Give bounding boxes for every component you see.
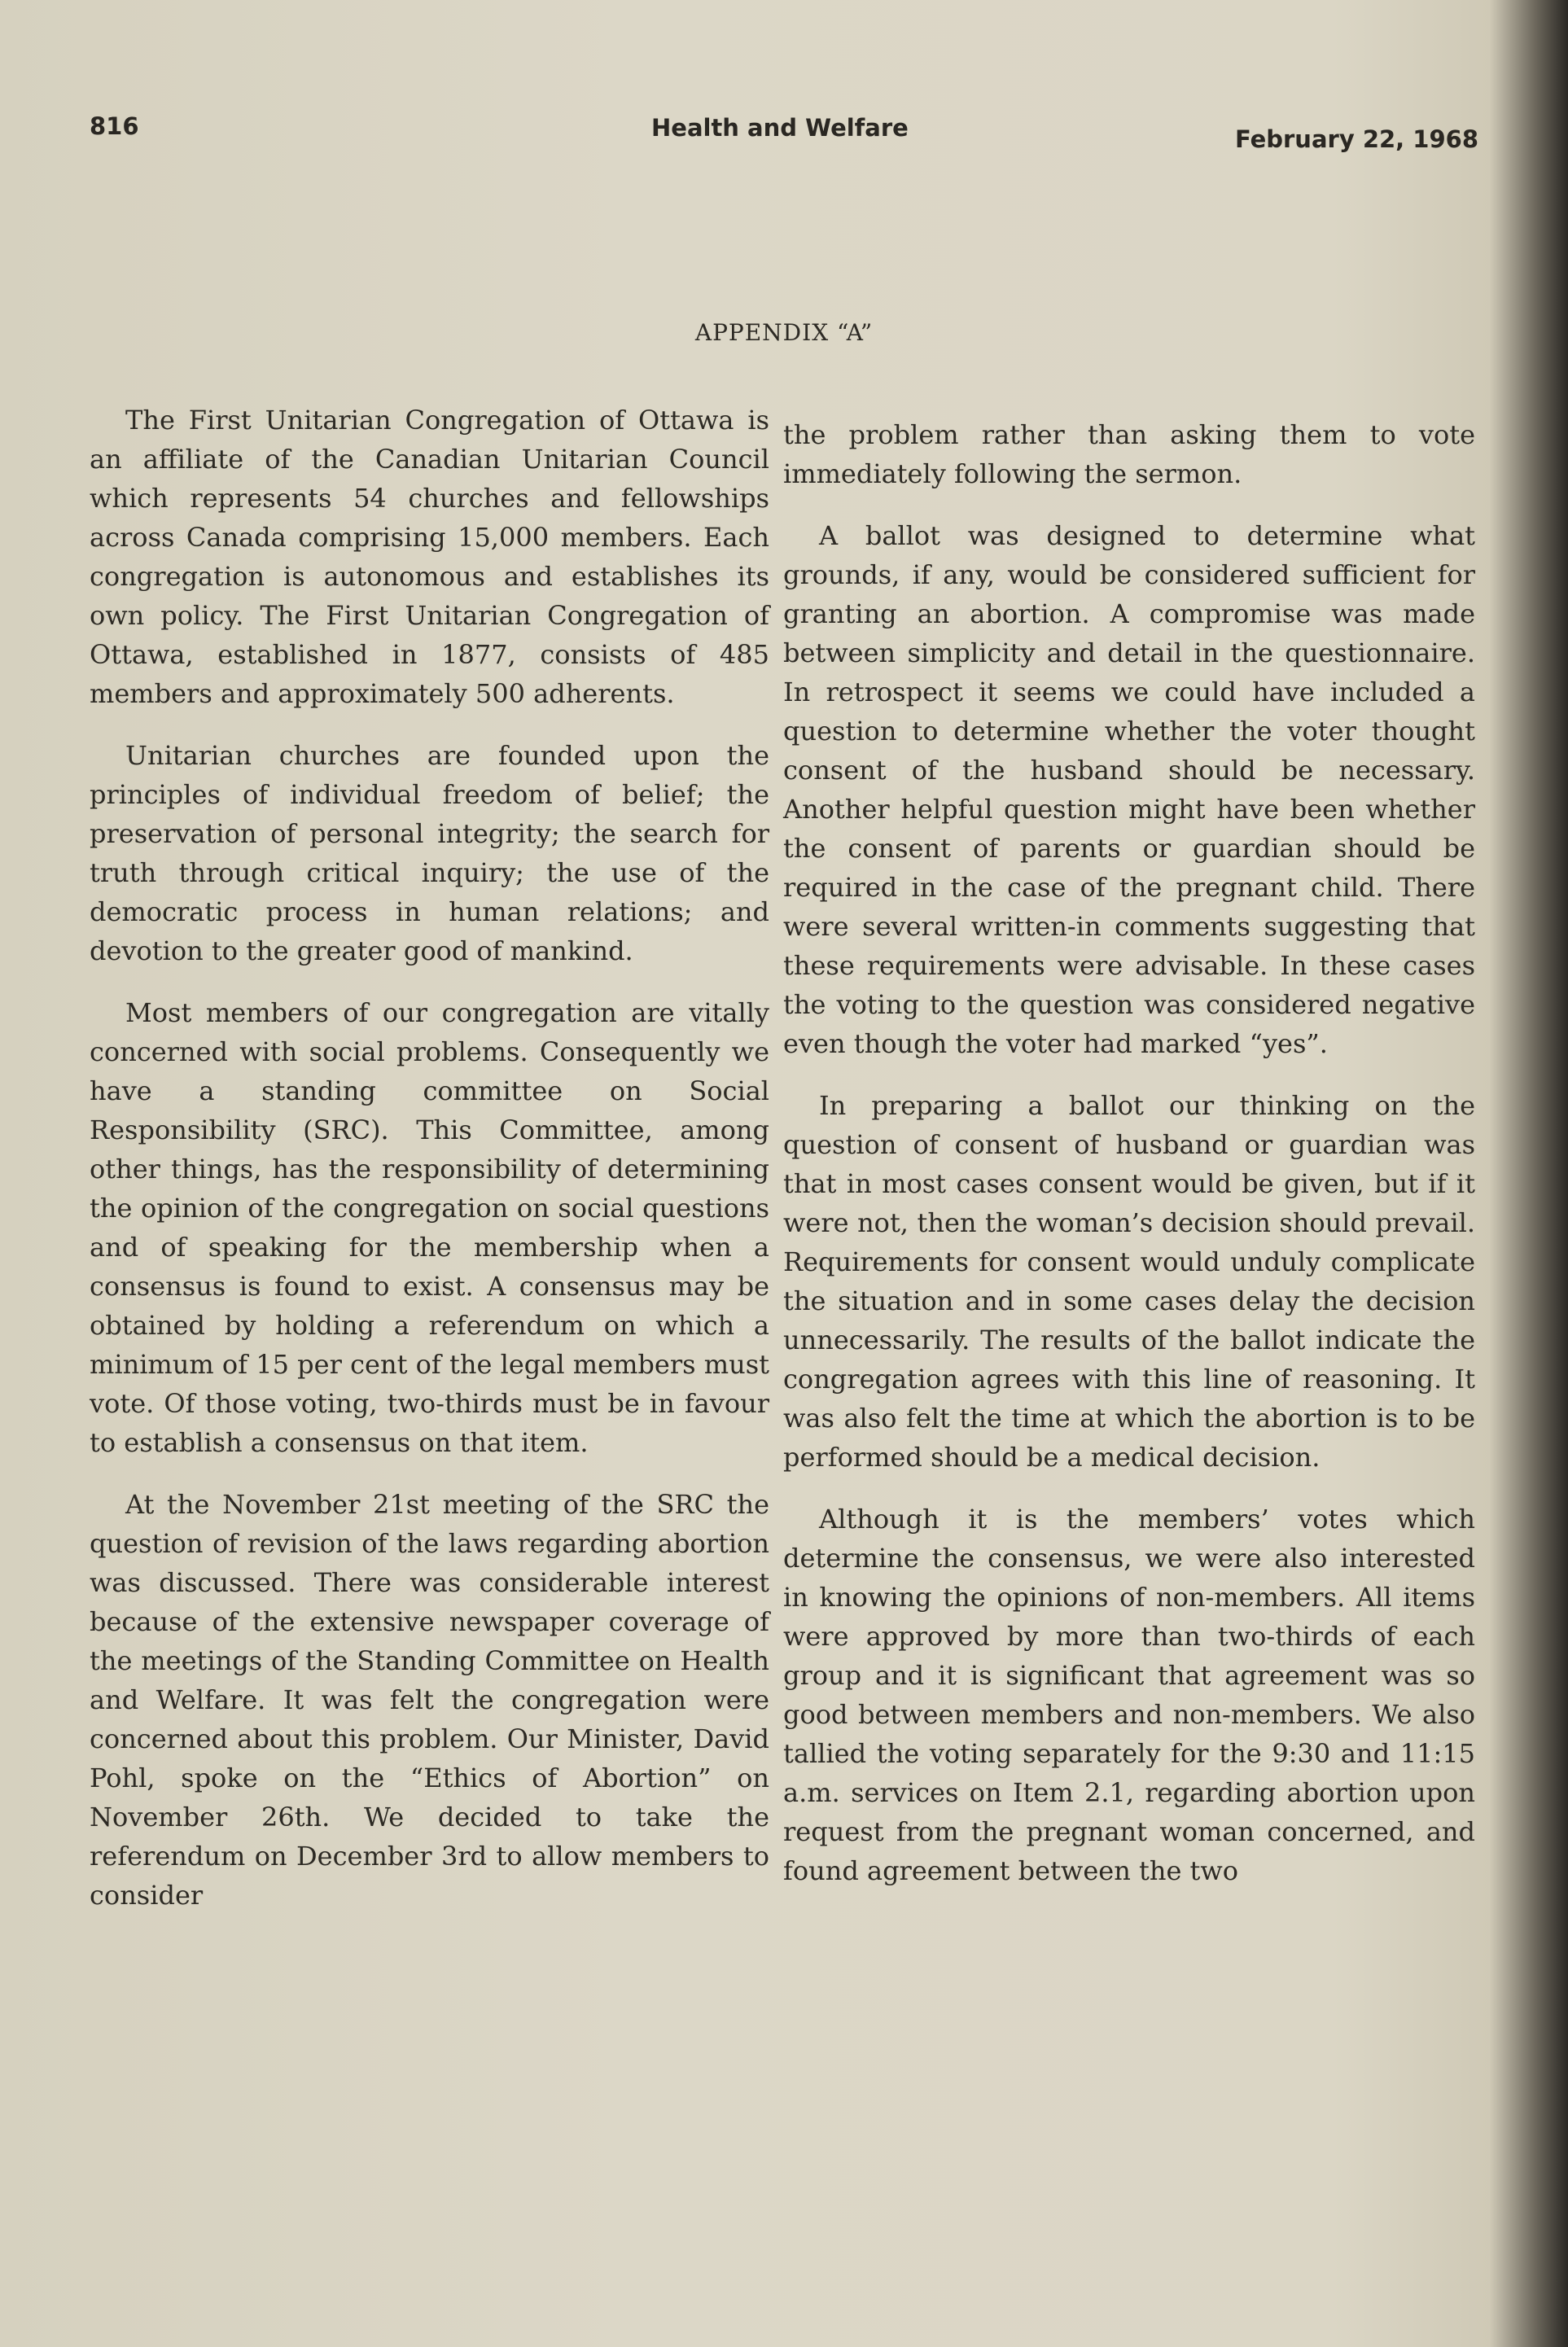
header-date: February 22, 1968: [1234, 125, 1478, 153]
page-header: [90, 107, 1478, 173]
left-column: [90, 401, 769, 1938]
paragraph: Most members of our congregation are vitally concerned with social problems. Consequently we have a standing committee on Social Responsibility (SRC). This Committee, among other things, has the responsibility of determining the opinion of the congregation on social questions and of speaking for the membership when a consensus is found to exist. A consensus may be obtained by holding a referendum on which a minimum of 15 per cent of the legal members must vote. Of those voting, two-thirds must be in favour to establish a consensus on that item.: [90, 997, 769, 1458]
page-number: 816: [90, 112, 139, 140]
paragraph: Although it is the members’ votes which determine the consensus, we were also interested in knowing the opinions of non-members. All items were approved by more than two-thirds of each group and it is significant that agreement was so good between members and non-members. We also tallied the voting separately for the 9:30 and 11:15 a.m. services on Item 2.1, regarding abortion upon request from the pregnant woman concerned, and found agreement between the two: [783, 1504, 1475, 1886]
paragraph: At the November 21st meeting of the SRC the question of revision of the laws regarding abortion was discussed. There was considerable interest because of the extensive newspaper coverage of the meetings of the Standing Committee on Health and Welfare. It was felt the congregation were concerned about this problem. Our Minister, David Pohl, spoke on the “Ethics of Abortion” on November 26th. We decided to take the referendum on December 3rd to allow members to consider: [90, 1489, 769, 1911]
paragraph: Unitarian churches are founded upon the principles of individual freedom of belief; the preservation of personal integrity; the search for truth through critical inquiry; the use of the democratic process in human relations; and devotion to the greater good of mankind.: [90, 740, 769, 966]
right-column: [783, 415, 1475, 1913]
appendix-heading: APPENDIX “A”: [694, 319, 874, 346]
paragraph: the problem rather than asking them to vote immediately following the sermon.: [783, 419, 1475, 489]
paragraph: In preparing a ballot our thinking on the question of consent of husband or guardian was that in most cases consent would be given, but if it were not, then the woman’s decision should prevail. Requirements for consent would unduly complicate the situation and in some cases delay the decision unnecessarily. The results of the ballot indicate the congregation agrees with this line of reasoning. It was also felt the time at which the abortion is to be performed should be a medical decision.: [783, 1090, 1475, 1473]
paragraph: The First Unitarian Congregation of Ottawa is an affiliate of the Canadian Unitarian Council which represents 54 churches and fellowships across Canada comprising 15,000 members. Each congregation is autonomous and establishes its own policy. The First Unitarian Congregation of Ottawa, established in 1877, consists of 485 members and approximately 500 adherents.: [90, 405, 769, 709]
paragraph: A ballot was designed to determine what grounds, if any, would be considered sufficient for granting an abortion. A compromise was made between simplicity and detail in the questionnaire. In retrospect it seems we could have included a question to determine whether the voter thought consent of the husband should be necessary. Another helpful question might have been whether the consent of parents or guardian should be required in the case of the pregnant child. There were several written-in comments suggesting that these requirements were advisable. In these cases the voting to the question was considered negative even though the voter had marked “yes”.: [783, 520, 1475, 1059]
running-title: Health and Welfare: [651, 114, 909, 142]
